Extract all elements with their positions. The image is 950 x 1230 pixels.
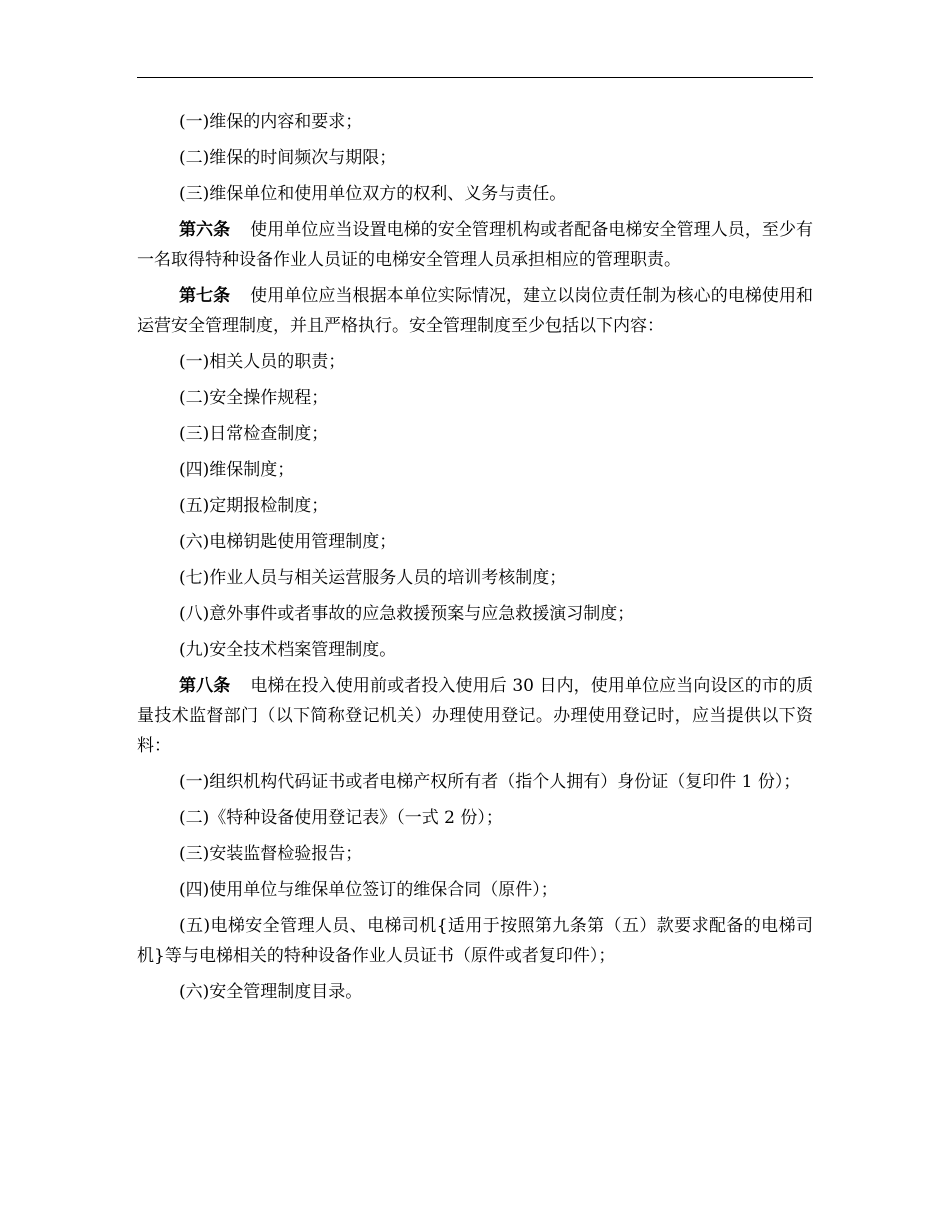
paragraph <box>137 143 813 173</box>
document-body <box>137 107 813 1013</box>
article-paragraph <box>137 215 813 275</box>
paragraph <box>137 977 813 1007</box>
paragraph <box>137 491 813 521</box>
paragraph-text: (六)安全管理制度目录。 <box>179 982 363 1002</box>
paragraph-text: (九)安全技术档案管理制度。 <box>179 640 397 660</box>
paragraph <box>137 803 813 833</box>
article-number: 第六条 <box>179 220 231 240</box>
paragraph-text: (二)安全操作规程； <box>179 388 329 408</box>
article-number: 第七条 <box>179 286 231 306</box>
paragraph-text: 使用单位应当设置电梯的安全管理机构或者配备电梯安全管理人员，至少有一名取得特种设备作业人员证的电梯安全管理人员承担相应的管理职责。 <box>137 220 813 270</box>
paragraph <box>137 635 813 665</box>
paragraph <box>137 419 813 449</box>
paragraph-text: 使用单位应当根据本单位实际情况，建立以岗位责任制为核心的电梯使用和运营安全管理制度，并且严格执行。安全管理制度至少包括以下内容： <box>137 286 813 336</box>
paragraph-text: (一)维保的内容和要求； <box>179 112 363 132</box>
paragraph <box>137 767 813 797</box>
paragraph-text: (三)日常检查制度； <box>179 424 329 444</box>
paragraph-text: (一)相关人员的职责； <box>179 352 346 372</box>
paragraph <box>137 839 813 869</box>
paragraph-text: (三)安装监督检验报告； <box>179 844 363 864</box>
paragraph <box>137 455 813 485</box>
paragraph-text: (八)意外事件或者事故的应急救援预案与应急救援演习制度； <box>179 604 635 624</box>
paragraph <box>137 911 813 971</box>
paragraph-text: (七)作业人员与相关运营服务人员的培训考核制度； <box>179 568 567 588</box>
paragraph <box>137 107 813 137</box>
paragraph <box>137 347 813 377</box>
paragraph-text: (二)《特种设备使用登记表》（一式 2 份）； <box>179 808 503 828</box>
paragraph <box>137 527 813 557</box>
paragraph <box>137 599 813 629</box>
article-number: 第八条 <box>179 676 231 696</box>
article-paragraph <box>137 281 813 341</box>
header-rule <box>137 77 813 78</box>
paragraph-text: (一)组织机构代码证书或者电梯产权所有者（指个人拥有）身份证（复印件 1 份）； <box>179 772 801 792</box>
paragraph-text: 电梯在投入使用前或者投入使用后 30 日内，使用单位应当向设区的市的质量技术监督部门（以下简称登记机关）办理使用登记。办理使用登记时，应当提供以下资料： <box>137 676 813 756</box>
paragraph-text: (四)维保制度； <box>179 460 295 480</box>
article-paragraph <box>137 671 813 761</box>
paragraph-text: (五)定期报检制度； <box>179 496 329 516</box>
paragraph <box>137 563 813 593</box>
paragraph-text: (三)维保单位和使用单位双方的权利、义务与责任。 <box>179 184 567 204</box>
paragraph-text: (二)维保的时间频次与期限； <box>179 148 397 168</box>
paragraph-text: (五)电梯安全管理人员、电梯司机{适用于按照第九条第（五）款要求配备的电梯司机}等与电梯相关的特种设备作业人员证书（原件或者复印件）； <box>137 916 813 966</box>
paragraph <box>137 383 813 413</box>
paragraph-text: (六)电梯钥匙使用管理制度； <box>179 532 397 552</box>
paragraph <box>137 179 813 209</box>
paragraph <box>137 875 813 905</box>
paragraph-text: (四)使用单位与维保单位签订的维保合同（原件）； <box>179 880 558 900</box>
